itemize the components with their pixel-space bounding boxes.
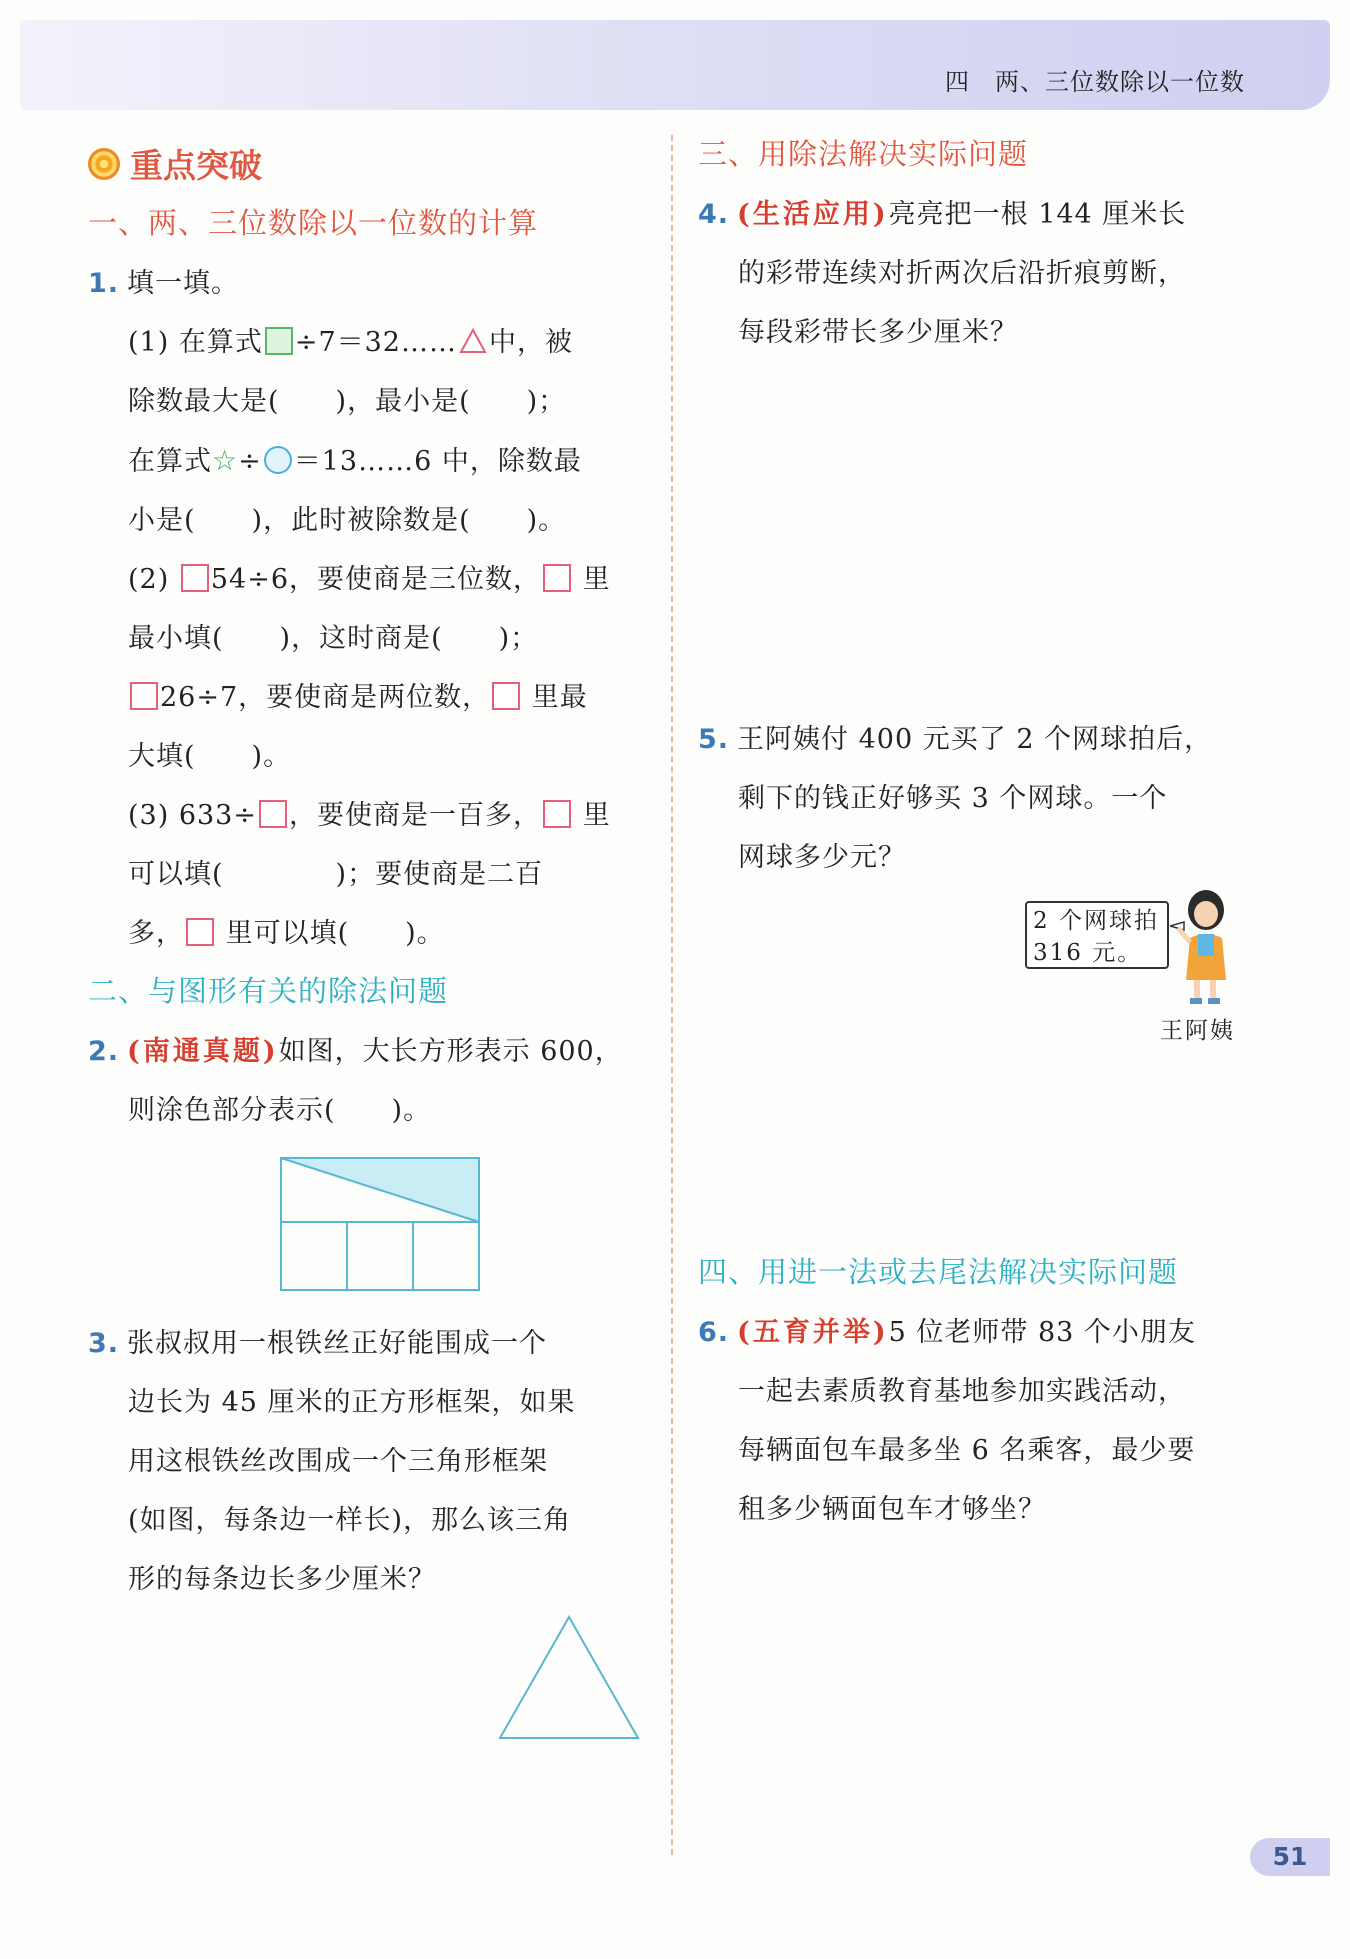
pink-square-icon: [543, 564, 571, 592]
woman-illustration: [1170, 888, 1240, 1008]
question-number: 6.: [698, 1317, 730, 1348]
q4-line: 的彩带连续对折两次后沿折痕剪断，: [738, 258, 1186, 289]
pink-square-icon: [130, 682, 158, 710]
q1-line: [88, 313, 643, 372]
key-points-banner: [88, 140, 643, 187]
text: 中，被: [489, 327, 573, 358]
text: ÷: [238, 446, 262, 477]
text: ÷7＝32……: [294, 327, 457, 358]
section-title-3: 三、用除法解决实际问题: [698, 137, 1029, 171]
text: 张叔叔用一根铁丝正好能围成一个: [127, 1328, 548, 1359]
question-number: 2.: [88, 1036, 120, 1067]
section-title-4: 四、用进一法或去尾法解决实际问题: [698, 1255, 1179, 1289]
q3-line: 边长为 45 厘米的正方形框架，如果: [128, 1387, 576, 1418]
q1-line: [88, 431, 643, 491]
right-column: [698, 130, 1253, 362]
q1-line: 可以填( )；要使商是二百: [128, 859, 544, 890]
q3-line: 用这根铁丝改围成一个三角形框架: [128, 1446, 548, 1477]
question-4: [698, 185, 1253, 362]
pink-square-icon: [492, 682, 520, 710]
q3-line: 形的每条边长多少厘米？: [128, 1564, 436, 1595]
question-tag: (生活应用): [737, 199, 889, 230]
q1-line: [88, 550, 643, 609]
text: 里最: [531, 682, 588, 713]
question-title: 填一填。: [127, 268, 240, 299]
question-number: 1.: [88, 268, 120, 299]
pink-square-icon: [259, 800, 287, 828]
q3-line: (如图，每条边一样长)，那么该三角: [128, 1505, 572, 1536]
question-number: 3.: [88, 1328, 120, 1359]
question-number: 5.: [698, 724, 730, 755]
pink-square-icon: [186, 918, 214, 946]
section-title-2: 二、与图形有关的除法问题: [88, 974, 449, 1008]
q4-line: 每段彩带长多少厘米？: [738, 317, 1018, 348]
person-name: 王阿姨: [1160, 1018, 1235, 1044]
q2-line: 则涂色部分表示( )。: [128, 1095, 432, 1126]
text: ＝13……6 中，除数最: [293, 446, 582, 477]
q1-line: 除数最大是( )，最小是( )；: [128, 386, 567, 417]
text: 5 位老师带 83 个小朋友: [888, 1317, 1196, 1348]
text: 里: [582, 564, 611, 595]
question-1: [88, 254, 643, 963]
q5-line: 剩下的钱正好够买 3 个网球。一个: [738, 783, 1168, 814]
q6-line: 租多少辆面包车才够坐？: [738, 1494, 1046, 1525]
pink-square-icon: [181, 564, 209, 592]
text: 在算式: [128, 446, 212, 477]
text: 里可以填( )。: [225, 918, 445, 949]
text: 26÷7，要使商是两位数，: [160, 682, 491, 713]
question-6: [698, 1303, 1253, 1539]
q1-line: [88, 668, 643, 727]
text: 里: [582, 800, 611, 831]
question-number: 4.: [698, 199, 730, 230]
banner-title: 重点突破: [130, 146, 262, 185]
question-tag: (五育并举): [737, 1317, 889, 1348]
triangle-figure: [497, 1615, 641, 1741]
q1-line: [88, 904, 643, 963]
text: (3) 633÷: [128, 800, 257, 831]
text: (1) 在算式: [128, 327, 263, 358]
q1-line: [88, 786, 643, 845]
page-number: 51: [1250, 1838, 1330, 1876]
section-title-1: 一、两、三位数除以一位数的计算: [88, 206, 539, 240]
speech-text: 2 个网球拍: [1033, 908, 1159, 934]
rectangle-figure: [280, 1157, 480, 1291]
q1-line: 小是( )，此时被除数是( )。: [128, 505, 567, 536]
q1-line: 大填( )。: [128, 741, 292, 772]
question-5: [698, 710, 1253, 887]
text: 王阿姨付 400 元买了 2 个网球拍后，: [737, 724, 1213, 755]
text: 多，: [128, 918, 184, 949]
text: 54÷6，要使商是三位数，: [210, 564, 542, 595]
right-column-lower: [698, 1246, 1253, 1539]
left-column: [88, 130, 643, 1140]
blue-circle-icon: [264, 446, 292, 474]
column-divider: [671, 135, 673, 1855]
text: (2): [128, 564, 170, 595]
pink-square-icon: [543, 800, 571, 828]
text: ，要使商是一百多，: [289, 800, 541, 831]
q6-line: 一起去素质教育基地参加实践活动，: [738, 1376, 1186, 1407]
spiral-icon: [88, 148, 120, 180]
q5-line: 网球多少元？: [738, 842, 906, 873]
pink-triangle-icon: [459, 328, 487, 354]
question-3: [88, 1314, 643, 1609]
speech-text: 316 元。: [1033, 940, 1143, 966]
question-2: [88, 1022, 643, 1140]
question-tag: (南通真题): [127, 1036, 279, 1067]
star-icon: ☆: [212, 444, 239, 477]
chapter-title: 四 两、三位数除以一位数: [945, 68, 1245, 96]
speech-bubble: [1025, 901, 1169, 969]
green-square-icon: [265, 327, 293, 355]
text: 如图，大长方形表示 600，: [278, 1036, 623, 1067]
q1-line: 最小填( )，这时商是( )；: [128, 623, 539, 654]
text: 亮亮把一根 144 厘米长: [888, 199, 1187, 230]
q6-line: 每辆面包车最多坐 6 名乘客，最少要: [738, 1435, 1196, 1466]
